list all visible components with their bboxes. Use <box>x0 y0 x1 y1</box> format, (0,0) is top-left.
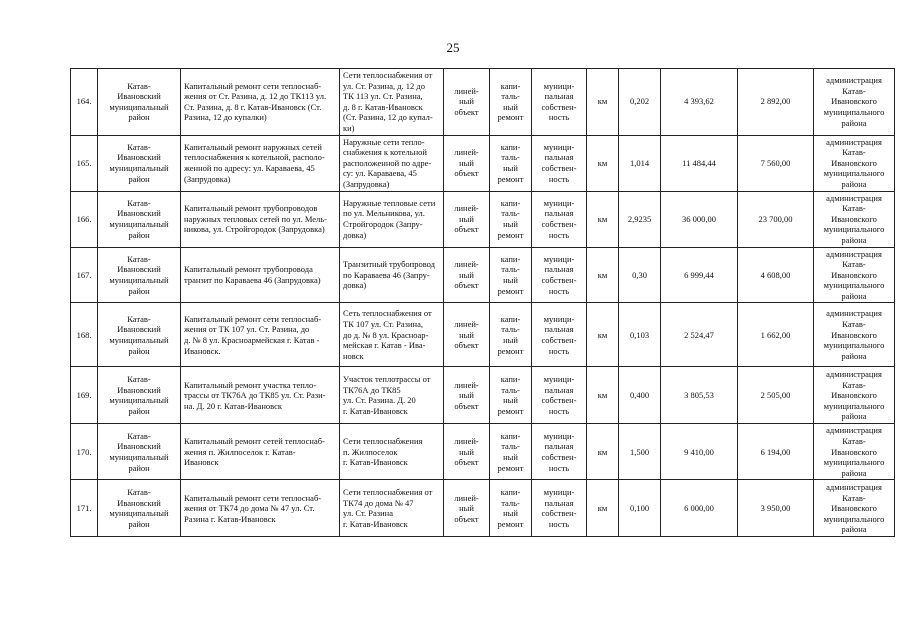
quantity-cell: 2,9235 <box>619 191 661 247</box>
object-description-cell: Сети теплоснабжения от ул. Ст. Разина, д. 12 до ТК 113 ул. Ст. Разина, д. 8 г. Катав-Ивановск (Ст. Разина, 12 до купал- ки) <box>340 69 444 136</box>
responsible-cell: администрация Катав- Ивановского муниципального района <box>814 303 895 367</box>
cost-cell: 3 805,53 <box>661 367 738 424</box>
district-cell: Катав- Ивановский муниципальный район <box>98 480 181 537</box>
row-number-cell: 168. <box>71 303 98 367</box>
work-name-cell: Капитальный ремонт наружных сетей теплоснабжения к котельной, располо- женной по адресу: ул. Караваева, 45 (Запрудовка) <box>181 135 340 191</box>
responsible-cell: администрация Катав- Ивановского муниципального района <box>814 367 895 424</box>
responsible-cell: администрация Катав- Ивановского муниципального района <box>814 424 895 480</box>
quantity-cell: 0,400 <box>619 367 661 424</box>
funding-cell: 23 700,00 <box>738 191 814 247</box>
object-description-cell: Участок теплотрассы от ТК76А до ТК85 ул. Ст. Разина. Д. 20 г. Катав-Ивановск <box>340 367 444 424</box>
unit-cell: км <box>587 191 619 247</box>
work-type-cell: капи- таль- ный ремонт <box>490 69 532 136</box>
ownership-cell: муници- пальная собствен- ность <box>532 247 587 303</box>
responsible-cell: администрация Катав- Ивановского муниципального района <box>814 247 895 303</box>
table-row <box>71 135 895 191</box>
work-name-cell: Капитальный ремонт трубопроводов наружных тепловых сетей по ул. Мель- никова, ул. Стройгородок (Запрудовка) <box>181 191 340 247</box>
table-row <box>71 69 895 136</box>
object-description-cell: Сети теплоснабжения п. Жилпоселок г. Катав-Ивановск <box>340 424 444 480</box>
cost-cell: 6 000,00 <box>661 480 738 537</box>
object-type-cell: линей- ный объект <box>444 69 490 136</box>
object-type-cell: линей- ный объект <box>444 135 490 191</box>
page-number: 25 <box>446 40 460 55</box>
work-type-cell: капи- таль- ный ремонт <box>490 480 532 537</box>
unit-cell: км <box>587 69 619 136</box>
unit-cell: км <box>587 303 619 367</box>
quantity-cell: 1,500 <box>619 424 661 480</box>
quantity-cell: 0,100 <box>619 480 661 537</box>
work-name-cell: Капитальный ремонт сети теплоснаб- жения от Ст. Разина, д. 12 до ТК113 ул. Ст. Разина, д. 8 г. Катав-Ивановск (Ст. Разина, 12 до купалки) <box>181 69 340 136</box>
cost-cell: 6 999,44 <box>661 247 738 303</box>
object-type-cell: линей- ный объект <box>444 303 490 367</box>
table-body <box>71 69 895 537</box>
ownership-cell: муници- пальная собствен- ность <box>532 480 587 537</box>
object-description-cell: Сеть теплоснабжения от ТК 107 ул. Ст. Разина, до д. № 8 ул. Красноар- мейская г. Катав - Ива- новск <box>340 303 444 367</box>
district-cell: Катав- Ивановский муниципальный район <box>98 303 181 367</box>
object-description-cell: Наружные сети тепло- снабжения к котельной расположенной по адре- су: ул. Караваева, 45 (Запрудовка) <box>340 135 444 191</box>
work-name-cell: Капитальный ремонт трубопровода транзит по Караваева 46 (Запрудовка) <box>181 247 340 303</box>
object-type-cell: линей- ный объект <box>444 424 490 480</box>
unit-cell: км <box>587 480 619 537</box>
table-row <box>71 424 895 480</box>
district-cell: Катав- Ивановский муниципальный район <box>98 135 181 191</box>
table-row <box>71 367 895 424</box>
work-name-cell: Капитальный ремонт участка тепло- трассы от ТК76А до ТК85 ул. Ст. Рази- на. Д. 20 г. Катав-Ивановск <box>181 367 340 424</box>
district-cell: Катав- Ивановский муниципальный район <box>98 191 181 247</box>
funding-cell: 2 505,00 <box>738 367 814 424</box>
work-name-cell: Капитальный ремонт сети теплоснаб- жения от ТК74 до дома № 47 ул. Ст. Разина г. Катав-Ивановск <box>181 480 340 537</box>
table-row <box>71 303 895 367</box>
funding-cell: 6 194,00 <box>738 424 814 480</box>
ownership-cell: муници- пальная собствен- ность <box>532 424 587 480</box>
ownership-cell: муници- пальная собствен- ность <box>532 135 587 191</box>
quantity-cell: 0,103 <box>619 303 661 367</box>
work-type-cell: капи- таль- ный ремонт <box>490 367 532 424</box>
responsible-cell: администрация Катав- Ивановского муниципального района <box>814 191 895 247</box>
unit-cell: км <box>587 367 619 424</box>
work-name-cell: Капитальный ремонт сетей теплоснаб- жения п. Жилпоселок г. Катав- Ивановск <box>181 424 340 480</box>
district-cell: Катав- Ивановский муниципальный район <box>98 247 181 303</box>
table-row <box>71 191 895 247</box>
table-row <box>71 247 895 303</box>
cost-cell: 36 000,00 <box>661 191 738 247</box>
object-type-cell: линей- ный объект <box>444 247 490 303</box>
object-description-cell: Сети теплоснабжения от ТК74 до дома № 47 ул. Ст. Разина г. Катав-Ивановск <box>340 480 444 537</box>
row-number-cell: 169. <box>71 367 98 424</box>
district-cell: Катав- Ивановский муниципальный район <box>98 367 181 424</box>
quantity-cell: 0,202 <box>619 69 661 136</box>
funding-cell: 7 560,00 <box>738 135 814 191</box>
ownership-cell: муници- пальная собствен- ность <box>532 303 587 367</box>
cost-cell: 9 410,00 <box>661 424 738 480</box>
object-description-cell: Транзитный трубопровод по Караваева 46 (Запру- довка) <box>340 247 444 303</box>
district-cell: Катав- Ивановский муниципальный район <box>98 69 181 136</box>
responsible-cell: администрация Катав- Ивановского муниципального района <box>814 480 895 537</box>
object-description-cell: Наружные тепловые сети по ул. Мельникова, ул. Стройгородок (Запру- довка) <box>340 191 444 247</box>
unit-cell: км <box>587 135 619 191</box>
cost-cell: 11 484,44 <box>661 135 738 191</box>
row-number-cell: 166. <box>71 191 98 247</box>
cost-cell: 2 524,47 <box>661 303 738 367</box>
work-type-cell: капи- таль- ный ремонт <box>490 135 532 191</box>
unit-cell: км <box>587 247 619 303</box>
row-number-cell: 165. <box>71 135 98 191</box>
quantity-cell: 0,30 <box>619 247 661 303</box>
work-type-cell: капи- таль- ный ремонт <box>490 424 532 480</box>
funding-cell: 2 892,00 <box>738 69 814 136</box>
funding-cell: 4 608,00 <box>738 247 814 303</box>
work-type-cell: капи- таль- ный ремонт <box>490 247 532 303</box>
funding-cell: 3 950,00 <box>738 480 814 537</box>
object-type-cell: линей- ный объект <box>444 367 490 424</box>
ownership-cell: муници- пальная собствен- ность <box>532 367 587 424</box>
cost-cell: 4 393,62 <box>661 69 738 136</box>
row-number-cell: 171. <box>71 480 98 537</box>
works-table <box>70 68 895 537</box>
object-type-cell: линей- ный объект <box>444 191 490 247</box>
responsible-cell: администрация Катав- Ивановского муниципального района <box>814 135 895 191</box>
district-cell: Катав- Ивановский муниципальный район <box>98 424 181 480</box>
responsible-cell: администрация Катав- Ивановского муниципального района <box>814 69 895 136</box>
row-number-cell: 170. <box>71 424 98 480</box>
row-number-cell: 164. <box>71 69 98 136</box>
quantity-cell: 1,014 <box>619 135 661 191</box>
work-type-cell: капи- таль- ный ремонт <box>490 303 532 367</box>
object-type-cell: линей- ный объект <box>444 480 490 537</box>
work-type-cell: капи- таль- ный ремонт <box>490 191 532 247</box>
table-row <box>71 480 895 537</box>
work-name-cell: Капитальный ремонт сети теплоснаб- жения от ТК 107 ул. Ст. Разина, до д. № 8 ул. Красноармейская г. Катав - Ивановск. <box>181 303 340 367</box>
ownership-cell: муници- пальная собствен- ность <box>532 69 587 136</box>
unit-cell: км <box>587 424 619 480</box>
funding-cell: 1 662,00 <box>738 303 814 367</box>
row-number-cell: 167. <box>71 247 98 303</box>
ownership-cell: муници- пальная собствен- ность <box>532 191 587 247</box>
